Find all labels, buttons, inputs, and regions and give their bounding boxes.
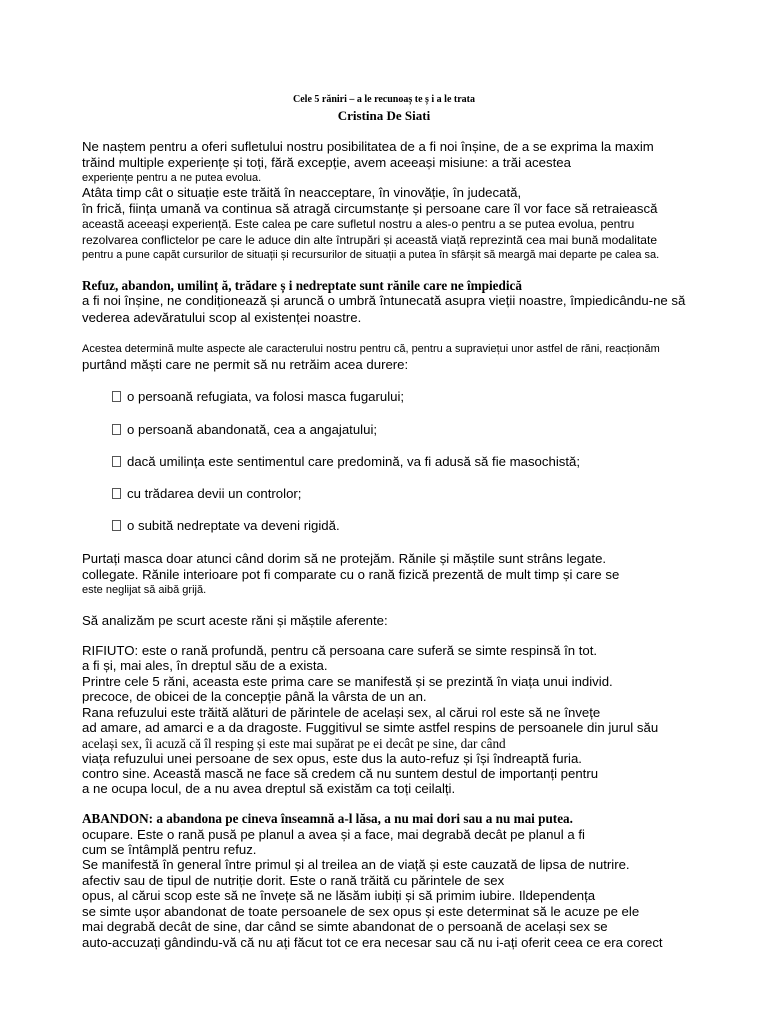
paragraph-1-line: rezolvarea conflictelor pe care le aduce din alte întrupări și această viață reprezintă cea mai bună modalitate	[82, 233, 657, 247]
paragraph-7-line: mai degrabă decât de sine, dar când se simte abandonat de o persoană de același sex se	[82, 919, 608, 934]
bullet-item: dacă umilința este sentimentul care predomină, va fi adusă să fie masochistă;	[112, 454, 580, 469]
paragraph-1-line: Atâta timp cât o situație este trăită în neacceptare, în vinovăție, în judecată,	[82, 185, 522, 200]
paragraph-3-line: purtând măști care ne permit să nu retrăim acea durere:	[82, 357, 409, 372]
bullet-box-icon	[112, 488, 121, 499]
bullet-box-icon	[112, 456, 121, 467]
paragraph-2-line: vederea adevăratului scop al existenței noastre.	[82, 310, 362, 325]
paragraph-7-line: ocupare. Este o rană pusă pe planul a avea și a face, mai degrabă decât pe planul a fi	[82, 827, 585, 842]
paragraph-4-line: este neglijat să aibă grijă.	[82, 584, 207, 596]
bullet-item: o subită nedreptate va deveni rigidă.	[112, 518, 340, 533]
paragraph-6-line: ad amare, ad amarci e a da dragoste. Fuggitivul se simte astfel respins de persoanele din jurul său	[82, 720, 659, 735]
bullet-item: cu trădarea devii un controlor;	[112, 486, 301, 501]
paragraph-1-line: Ne naștem pentru a oferi sufletului nostru posibilitatea de a fi noi înșine, de a se exprima la maxim	[82, 139, 654, 154]
paragraph-7-line: Se manifestă în general între primul și al treilea an de viață și este cauzată de lipsa de nutrire.	[82, 857, 630, 872]
paragraph-7-line: se simte ușor abandonat de toate persoanele de sex opus și este determinat să le acuze pe ele	[82, 904, 640, 919]
paragraph-7-line: auto-accuzați gândindu-vă că nu ați făcut tot ce era necesar sau că nu i-ați oferit ceea ce era corect	[82, 935, 663, 950]
paragraph-6-line: viața refuzului unei persoane de sex opus, este dus la auto-refuz și își îndreaptă furia.	[82, 751, 582, 766]
bullet-box-icon	[112, 520, 121, 531]
paragraph-6-line: Rana refuzului este trăită alături de părintele de același sex, al cărui rol este să ne învețe	[82, 705, 601, 720]
section-heading: Refuz, abandon, umilinț ă, trădare ș i nedreptate sunt rănile care ne împiedică	[82, 278, 522, 293]
paragraph-7-line: cum se întâmplă pentru refuz.	[82, 842, 257, 857]
paragraph-3-line: Acestea determină multe aspecte ale caracterului nostru pentru că, pentru a supraviețui unor astfel de răni, reacționăm	[82, 343, 660, 355]
paragraph-7-line: afectiv sau de tipul de nutriție dorit. Este o rană trăită cu părintele de sex	[82, 873, 505, 888]
bullet-box-icon	[112, 391, 121, 402]
document-subtitle: Cele 5 răniri – a le recunoaș te ș i a le trata	[293, 94, 475, 105]
paragraph-1-line: în frică, ființa umană va continua să atragă circumstanțe și persoane care îl vor face să retraiească	[82, 201, 658, 216]
paragraph-1-line: trăind multiple experiențe și toți, fără excepție, avem aceeași misiune: a trăi acestea	[82, 155, 571, 170]
paragraph-1-line: pentru a pune capăt cursurilor de situații și recursurilor de situații a putea în sfârșit să meargă mai departe pe calea sa.	[82, 249, 660, 261]
paragraph-1-line: această aceeași experiență. Este calea pe care sufletul nostru a ales-o pentru a se putea evolua, pentru	[82, 217, 635, 231]
paragraph-4-line: collegate. Rănile interioare pot fi comparate cu o rană fizică prezentă de mult timp și care se	[82, 567, 620, 582]
paragraph-6-line: RIFIUTO: este o rană profundă, pentru că persoana care suferă se simte respinsă în tot.	[82, 643, 598, 658]
paragraph-6-line: Printre cele 5 răni, aceasta este prima care se manifestă și se prezintă în viața unui individ.	[82, 674, 613, 689]
paragraph-5: Să analizăm pe scurt aceste răni și măștile aferente:	[82, 613, 388, 628]
bullet-box-icon	[112, 424, 121, 435]
paragraph-6-line: precoce, de obicei de la concepție până la vârsta de un an.	[82, 689, 427, 704]
bullet-item: o persoană abandonată, cea a angajatului;	[112, 422, 377, 437]
paragraph-2-line: a fi noi înșine, ne condiționează și aruncă o umbră întunecată asupra vieții noastre, împiedicându-ne să	[82, 293, 686, 308]
paragraph-6-line: contro sine. Această mască ne face să credem că nu suntem destul de importanți pentru	[82, 766, 599, 781]
section-heading: ABANDON: a abandona pe cineva înseamnă a-l lăsa, a nu mai dori sau a nu mai putea.	[82, 811, 573, 826]
bullet-item: o persoană refugiata, va folosi masca fugarului;	[112, 389, 404, 404]
paragraph-6-line: a ne ocupa locul, de a nu avea dreptul să existăm ca toți ceilalți.	[82, 781, 456, 796]
paragraph-6-line: a fi și, mai ales, în dreptul său de a exista.	[82, 658, 328, 673]
paragraph-4-line: Purtați masca doar atunci când dorim să ne protejăm. Rănile și măștile sunt strâns legate.	[82, 551, 607, 566]
paragraph-1-line: experiențe pentru a ne putea evolua.	[82, 172, 262, 184]
document-author: Cristina De Siati	[337, 108, 431, 123]
paragraph-6-line: același sex, îi acuză că îl resping și este mai supărat pe ei decât pe sine, dar când	[82, 736, 506, 751]
paragraph-7-line: opus, al cărui scop este să ne învețe să ne lăsăm iubiți și să primim iubire. Ildependența	[82, 888, 596, 903]
